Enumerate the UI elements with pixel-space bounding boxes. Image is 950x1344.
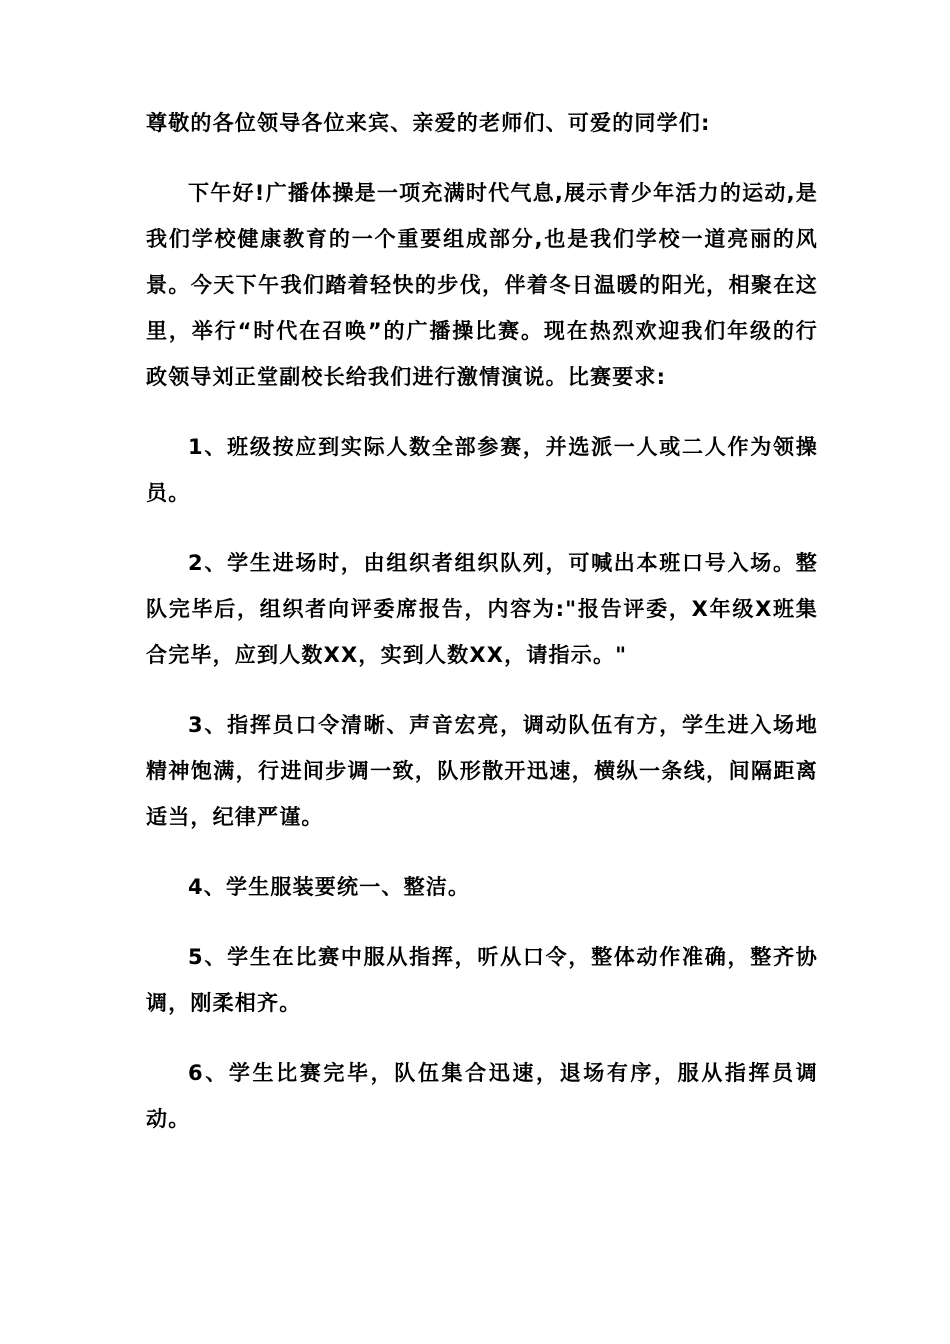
- rule-5: 5、学生在比赛中服从指挥，听从口令，整体动作准确，整齐协调，刚柔相齐。: [146, 945, 818, 1015]
- rule-2: 2、学生进场时，由组织者组织队列，可喊出本班口号入场。整队完毕后，组织者向评委席报告，内容为:"报告评委，X年级X班集合完毕，应到人数XX，实到人数XX，请指示。": [146, 551, 818, 667]
- rule-4: 4、学生服装要统一、整洁。: [188, 875, 471, 899]
- rule-1: 1、班级按应到实际人数全部参赛，并选派一人或二人作为领操员。: [146, 435, 818, 505]
- rule-6: 6、学生比赛完毕，队伍集合迅速，退场有序，服从指挥员调动。: [146, 1061, 818, 1131]
- document-body: [146, 100, 818, 1166]
- intro-paragraph: 下午好!广播体操是一项充满时代气息,展示青少年活力的运动,是我们学校健康教育的一个重要组成部分,也是我们学校一道亮丽的风景。今天下午我们踏着轻快的步伐，伴着冬日温暖的阳光，相聚在这里，举行“时代在召唤”的广播操比赛。现在热烈欢迎我们年级的行政领导刘正堂副校长给我们进行激情演说。比赛要求:: [146, 181, 818, 389]
- rule-3: 3、指挥员口令清晰、声音宏亮，调动队伍有方，学生进入场地精神饱满，行进间步调一致，队形散开迅速，横纵一条线，间隔距离适当，纪律严谨。: [146, 713, 818, 829]
- salutation: 尊敬的各位领导各位来宾、亲爱的老师们、可爱的同学们:: [146, 111, 711, 135]
